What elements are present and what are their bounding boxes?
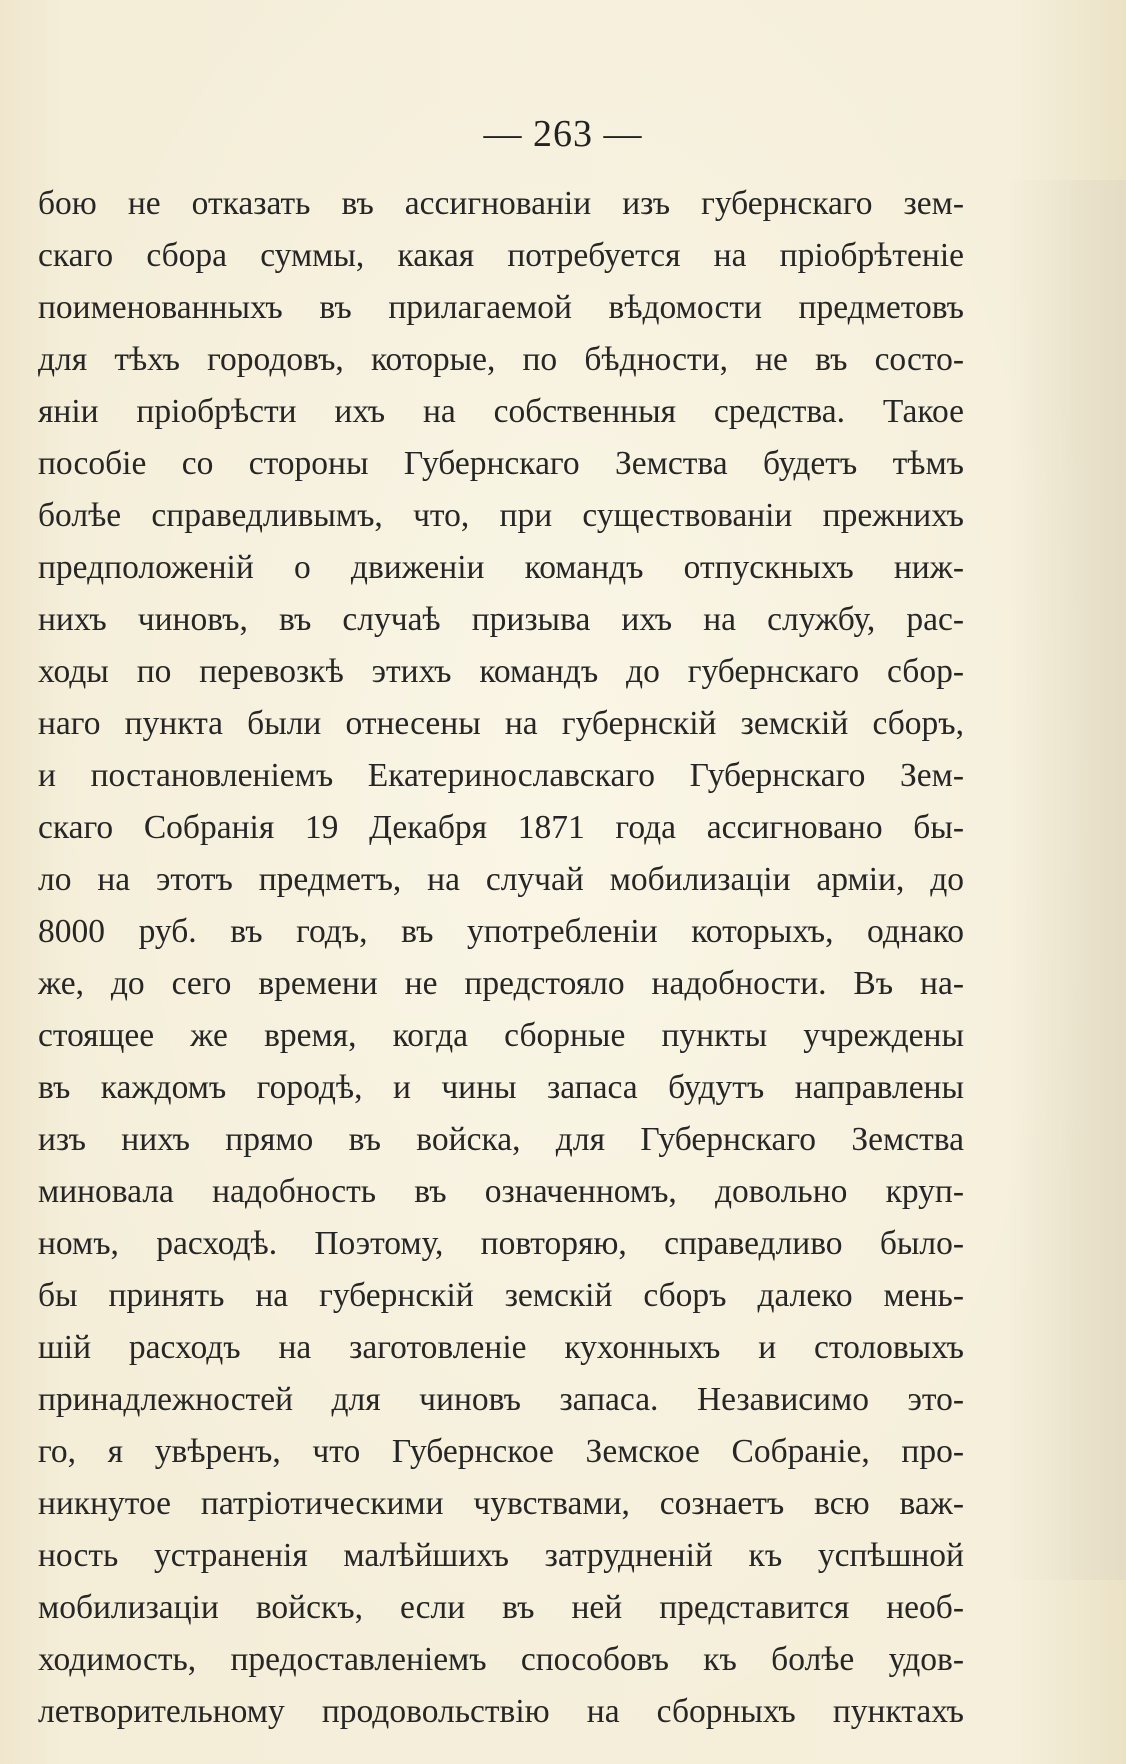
page-number: — 263 — [483, 113, 643, 155]
text-line: го, я увѣренъ, что Губернское Земское Собраніе, про- [38, 1433, 964, 1470]
text-line: изъ нихъ прямо въ войска, для Губернскаго Земства [38, 1121, 964, 1158]
body-text [38, 178, 964, 1738]
text-line: бы принять на губернскій земскій сборъ далеко мень- [38, 1277, 964, 1314]
text-line: предположеній о движеніи командъ отпускныхъ ниж- [38, 549, 964, 586]
text-line: ло на этотъ предметъ, на случай мобилизаціи арміи, до [38, 861, 964, 898]
text-line: поименованныхъ въ прилагаемой вѣдомости предметовъ [38, 289, 964, 326]
text-line: наго пункта были отнесены на губернскій земскій сборъ, [38, 705, 964, 742]
text-line: шій расходъ на заготовленіе кухонныхъ и столовыхъ [38, 1329, 964, 1366]
text-line: въ каждомъ городѣ, и чины запаса будутъ направлены [38, 1069, 964, 1106]
text-line: скаго сбора суммы, какая потребуется на пріобрѣтеніе [38, 237, 964, 274]
text-line: бою не отказать въ ассигнованіи изъ губернскаго зем- [38, 185, 964, 222]
text-line: яніи пріобрѣсти ихъ на собственныя средства. Такое [38, 393, 964, 430]
text-line: летворительному продовольствію на сборныхъ пунктахъ [38, 1693, 964, 1730]
text-line: стоящее же время, когда сборные пункты учреждены [38, 1017, 964, 1054]
text-line: для тѣхъ городовъ, которые, по бѣдности, не въ состо- [38, 341, 964, 378]
text-line: никнутое патріотическими чувствами, сознаетъ всю важ- [38, 1485, 964, 1522]
page-bleed-through [1006, 180, 1126, 1580]
text-line: 8000 руб. въ годъ, въ употребленіи которыхъ, однако [38, 913, 964, 950]
text-line: пособіе со стороны Губернскаго Земства будетъ тѣмъ [38, 445, 964, 482]
text-line: скаго Собранія 19 Декабря 1871 года ассигновано бы- [38, 809, 964, 846]
text-line: миновала надобность въ означенномъ, довольно круп- [38, 1173, 964, 1210]
text-line: принадлежностей для чиновъ запаса. Независимо это- [38, 1381, 964, 1418]
text-line: болѣе справедливымъ, что, при существованіи прежнихъ [38, 497, 964, 534]
text-line: ходимость, предоставленіемъ способовъ къ болѣе удов- [38, 1641, 964, 1678]
text-line: же, до сего времени не предстояло надобности. Въ на- [38, 965, 964, 1002]
text-line: нихъ чиновъ, въ случаѣ призыва ихъ на службу, рас- [38, 601, 964, 638]
text-line: и постановленіемъ Екатеринославскаго Губернскаго Зем- [38, 757, 964, 794]
text-line: мобилизаціи войскъ, если въ ней представится необ- [38, 1589, 964, 1626]
text-line: ность устраненія малѣйшихъ затрудненій къ успѣшной [38, 1537, 964, 1574]
text-line: ходы по перевозкѣ этихъ командъ до губернскаго сбор- [38, 653, 964, 690]
text-line: номъ, расходѣ. Поэтому, повторяю, справедливо было- [38, 1225, 964, 1262]
